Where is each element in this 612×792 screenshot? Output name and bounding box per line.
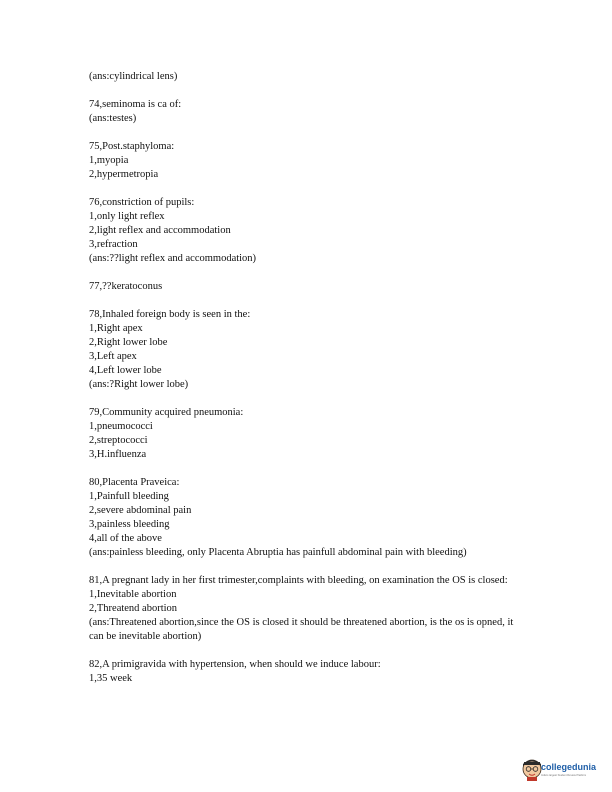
question-block-76 — [89, 196, 529, 266]
question-block-82 — [89, 658, 529, 686]
question-text: 76,constriction of pupils: — [89, 197, 195, 208]
option-line: 3,painless bleeding — [89, 519, 170, 530]
question-block-75 — [89, 140, 529, 182]
option-line: 4,all of the above — [89, 533, 162, 544]
question-block-74 — [89, 98, 529, 126]
option-line: 1,Right apex — [89, 323, 143, 334]
option-line: 2,severe abdominal pain — [89, 505, 192, 516]
question-block-81 — [89, 574, 529, 644]
question-block-78 — [89, 308, 529, 392]
option-line: 1,Inevitable abortion — [89, 589, 177, 600]
question-block-79 — [89, 406, 529, 462]
answer-line: (ans:??light reflex and accommodation) — [89, 253, 257, 264]
answer-line: (ans:?Right lower lobe) — [89, 379, 189, 390]
collegedunia-logo — [521, 756, 603, 784]
question-text: 79,Community acquired pneumonia: — [89, 407, 244, 418]
option-line: 1,Painfull bleeding — [89, 491, 169, 502]
question-text: 80,Placenta Praveica: — [89, 477, 180, 488]
option-line: 1,only light reflex — [89, 211, 165, 222]
option-line: 3,refraction — [89, 239, 138, 250]
option-line: 4,Left lower lobe — [89, 365, 162, 376]
question-text: 77,??keratoconus — [89, 281, 163, 292]
answer-line: (ans:cylindrical lens) — [89, 71, 178, 82]
brand-name: collegedunia — [541, 762, 597, 772]
answer-line: (ans:Threatened abortion,since the OS is closed it should be threatened abortion, is the os is opned, it can be inevitable abortion) — [89, 617, 514, 642]
brand-tagline: India's largest Student Review Platform — [541, 774, 587, 777]
question-text: 82,A primigravida with hypertension, when should we induce labour: — [89, 659, 381, 670]
answer-line: (ans:painless bleeding, only Placenta Abruptia has painfull abdominal pain with bleeding) — [89, 547, 467, 558]
question-block-77 — [89, 280, 529, 294]
question-text: 75,Post.staphyloma: — [89, 141, 175, 152]
question-text: 78,Inhaled foreign body is seen in the: — [89, 309, 251, 320]
option-line: 3,Left apex — [89, 351, 137, 362]
option-line: 2,Right lower lobe — [89, 337, 168, 348]
answer-line: (ans:testes) — [89, 113, 137, 124]
option-line: 2,Threatend abortion — [89, 603, 178, 614]
student-mascot-icon — [521, 757, 543, 781]
option-line: 2,streptococci — [89, 435, 148, 446]
question-text: 81,A pregnant lady in her first trimester,complaints with bleeding, on examination the OS is closed: — [89, 575, 508, 586]
option-line: 2,light reflex and accommodation — [89, 225, 231, 236]
option-line: 2,hypermetropia — [89, 169, 159, 180]
option-line: 1,35 week — [89, 673, 133, 684]
question-text: 74,seminoma is ca of: — [89, 99, 182, 110]
option-line: 3,H.influenza — [89, 449, 147, 460]
option-line: 1,myopia — [89, 155, 129, 166]
answer-block-73 — [89, 70, 529, 84]
document-body — [89, 70, 529, 700]
question-block-80 — [89, 476, 529, 560]
option-line: 1,pneumococci — [89, 421, 153, 432]
